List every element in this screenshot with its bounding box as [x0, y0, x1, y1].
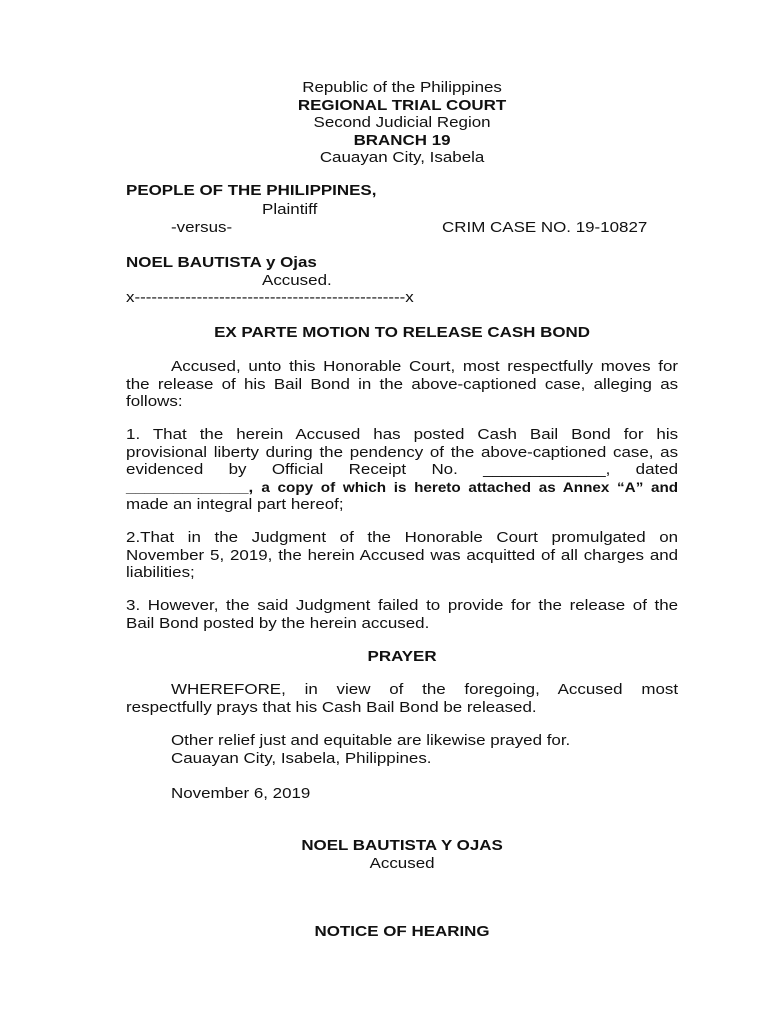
case-number: CRIM CASE NO. 19-10827	[442, 219, 648, 237]
date-blank-field: _____________,	[126, 478, 254, 496]
versus-label: -versus-	[170, 219, 233, 237]
paragraph-line: the release of his Bail Bond in the above-captioned case, alleging as	[126, 375, 679, 393]
paragraph-line: follows:	[126, 393, 183, 411]
prayer-heading: PRAYER	[367, 648, 437, 666]
judicial-region: Second Judicial Region	[313, 114, 491, 132]
annex-reference: a copy of which is hereto attached as Annex “A” and	[261, 479, 679, 495]
signatory-role: Accused	[369, 854, 435, 872]
paragraph-line: made an integral part hereof;	[126, 496, 344, 514]
court-header	[126, 79, 678, 167]
paragraph-line: 1. That the herein Accused has posted Cash Bail Bond for his	[126, 426, 679, 444]
caption-separator: x------------------------------------------------x	[126, 289, 414, 307]
other-relief-line: Other relief just and equitable are likewise prayed for.	[170, 732, 571, 750]
accused-name: NOEL BAUTISTA y Ojas	[126, 254, 317, 272]
country-line: Republic of the Philippines	[302, 79, 502, 97]
paragraph-line	[126, 479, 678, 497]
paragraph-line: 3. However, the said Judgment failed to provide for the release of the	[126, 597, 679, 615]
branch-number: BRANCH 19	[353, 131, 451, 149]
allegation-3	[126, 597, 678, 632]
paragraph-line: WHEREFORE, in view of the foregoing, Accused most	[170, 681, 679, 699]
signatory-name: NOEL BAUTISTA Y OJAS	[301, 837, 503, 855]
court-name: REGIONAL TRIAL COURT	[297, 96, 507, 114]
plaintiff-name: PEOPLE OF THE PHILIPPINES,	[126, 182, 377, 200]
signature-block	[126, 837, 678, 872]
paragraph-line: November 5, 2019, the herein Accused was acquitted of all charges and	[126, 546, 679, 564]
notice-of-hearing-heading: NOTICE OF HEARING	[314, 923, 490, 941]
paragraph-line: evidenced by Official Receipt No. _____________, dated	[126, 461, 679, 479]
paragraph-line: respectfully prays that his Cash Bail Bond be released.	[126, 698, 537, 716]
allegation-1	[126, 426, 678, 514]
place-line: Cauayan City, Isabela, Philippines.	[170, 749, 432, 767]
opening-paragraph	[126, 358, 678, 411]
motion-title: EX PARTE MOTION TO RELEASE CASH BOND	[214, 324, 590, 342]
other-relief-block	[126, 732, 678, 767]
allegation-2	[126, 529, 678, 582]
plaintiff-role: Plaintiff	[262, 201, 318, 219]
motion-date: November 6, 2019	[170, 785, 311, 803]
prayer-paragraph	[126, 681, 678, 716]
paragraph-line: liabilities;	[126, 564, 195, 582]
paragraph-line: 2.That in the Judgment of the Honorable Court promulgated on	[126, 529, 679, 547]
paragraph-line: Bail Bond posted by the herein accused.	[126, 614, 430, 632]
paragraph-line: provisional liberty during the pendency of the above-captioned case, as	[126, 443, 679, 461]
court-location: Cauayan City, Isabela	[319, 149, 485, 167]
paragraph-line: Accused, unto this Honorable Court, most respectfully moves for	[170, 358, 679, 376]
accused-role: Accused.	[262, 272, 332, 290]
